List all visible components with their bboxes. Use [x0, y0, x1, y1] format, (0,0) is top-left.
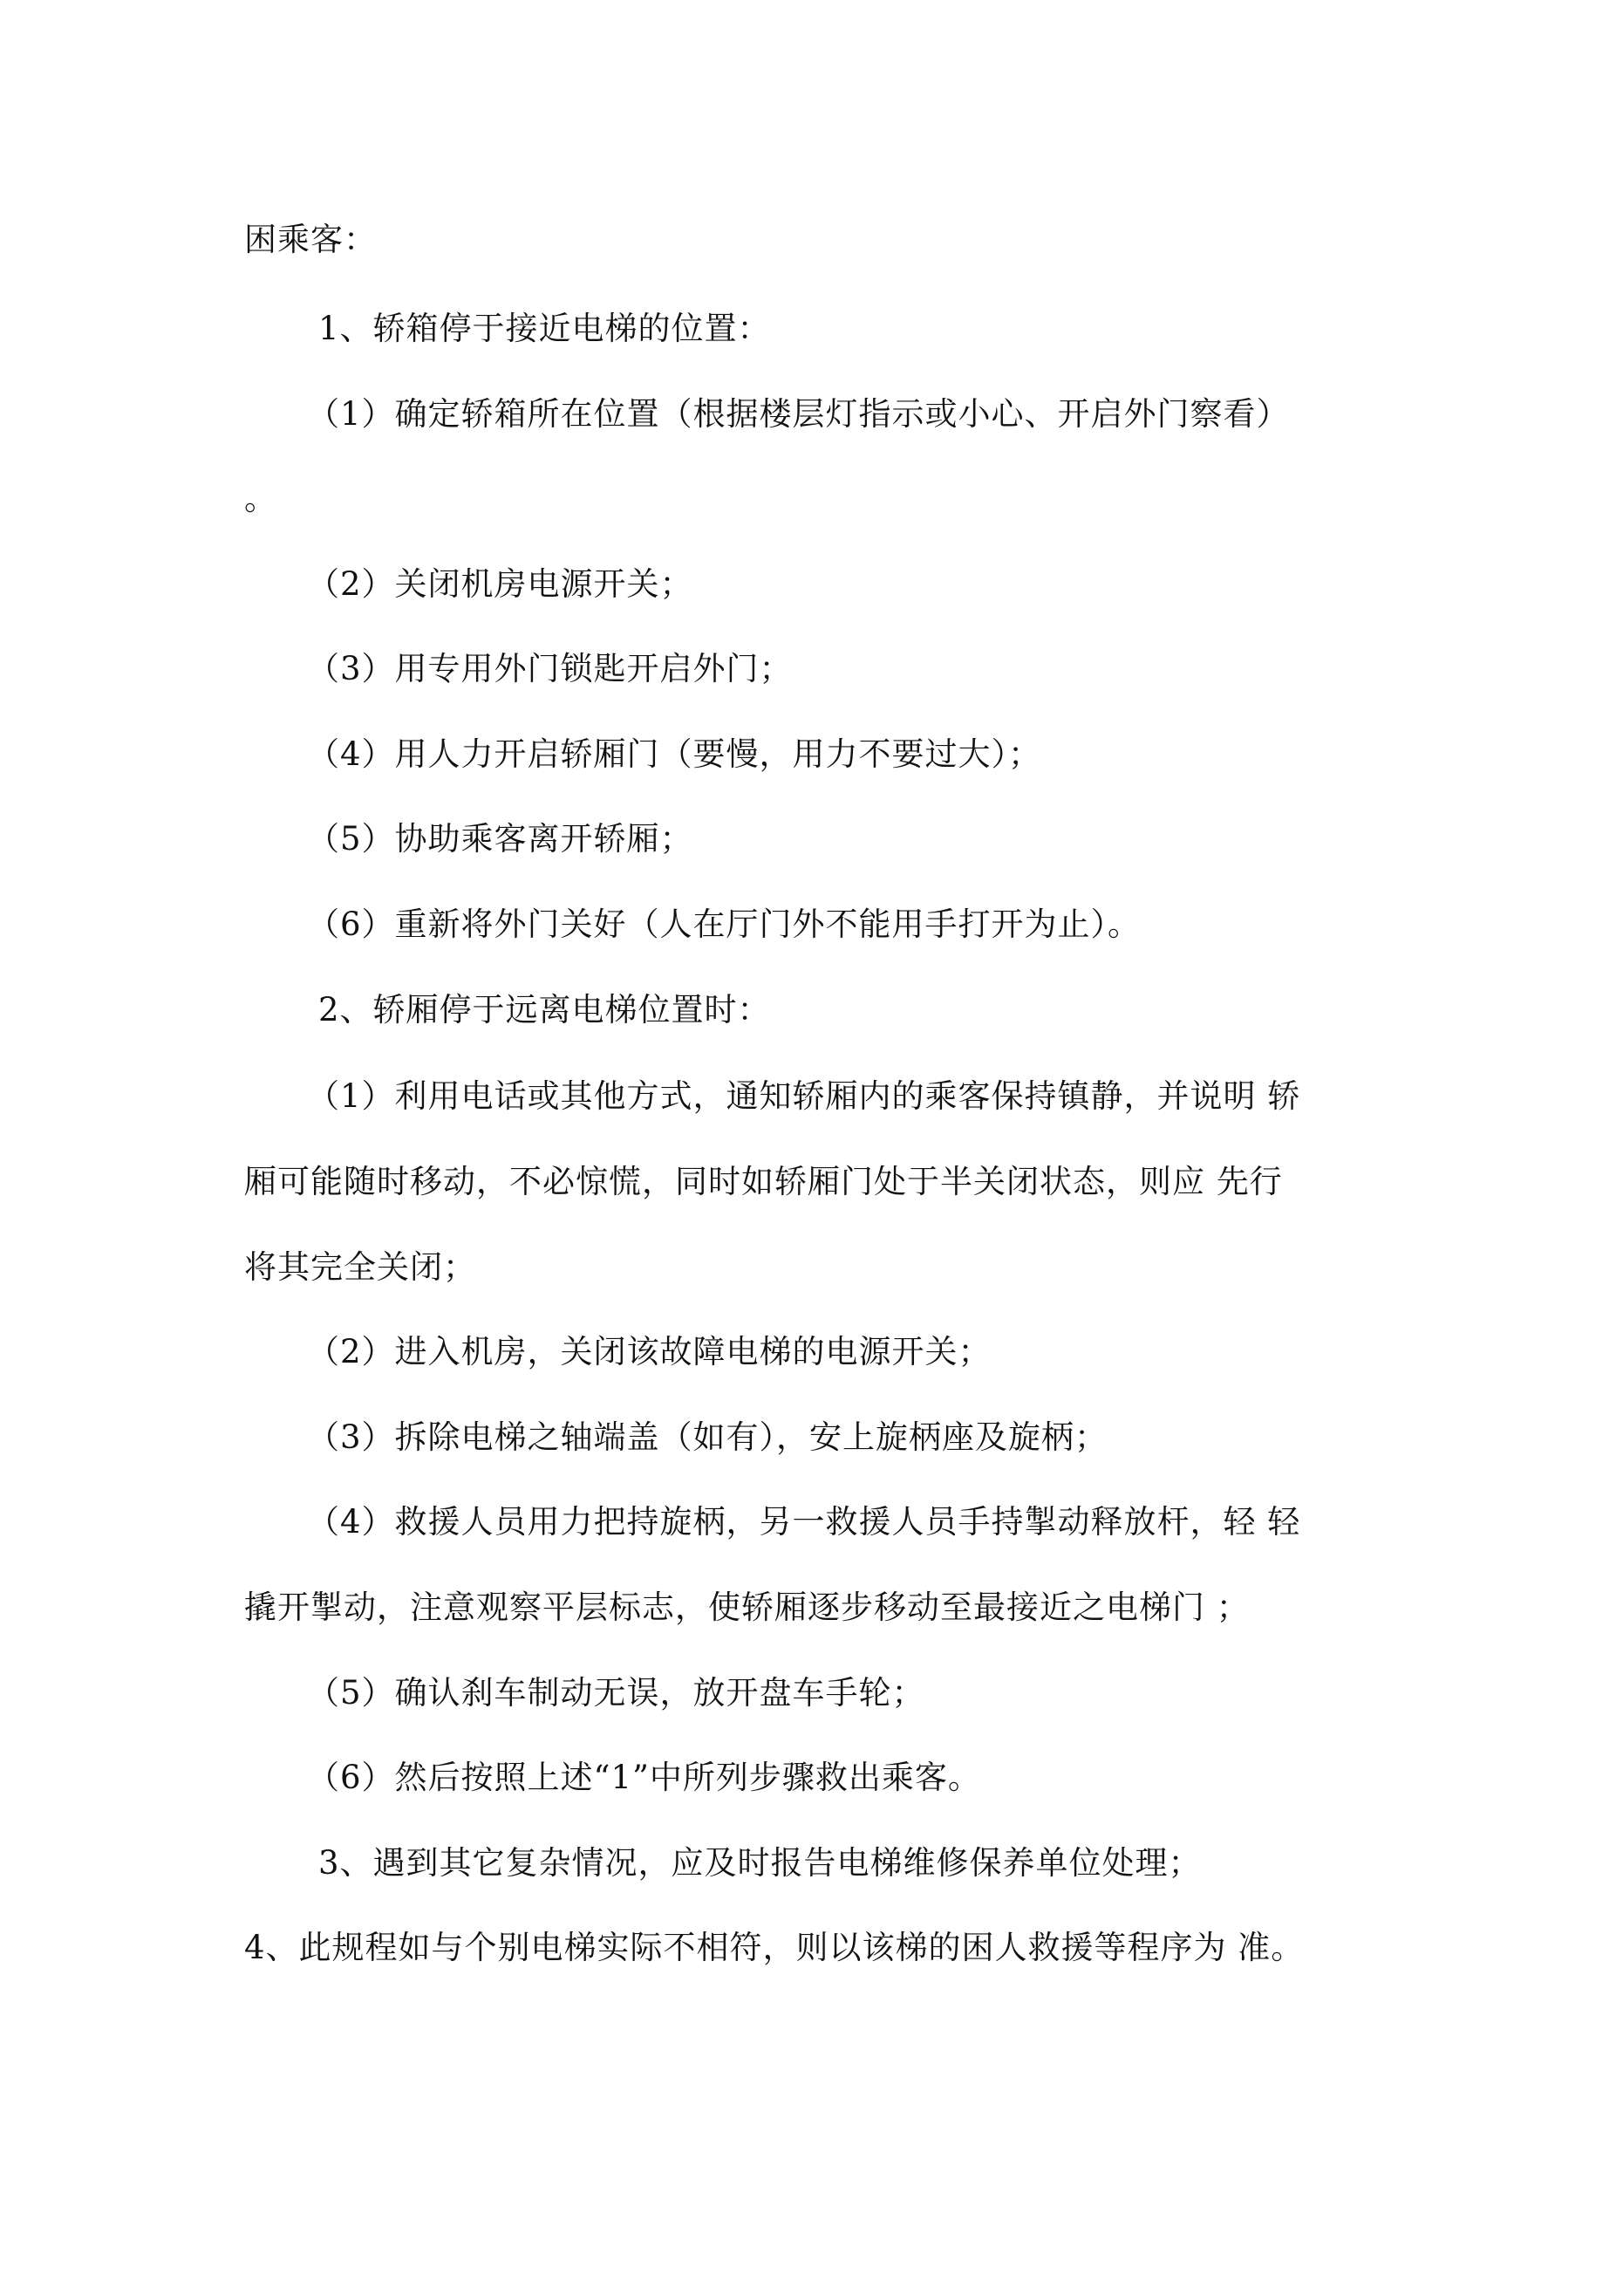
step-2-1: （1）利用电话或其他方式，通知轿厢内的乘客保持镇静，并说明 轿: [307, 1077, 1301, 1115]
step-2-4-cont: 撬开掣动，注意观察平层标志，使轿厢逐步移动至最接近之电梯门 ；: [244, 1589, 1250, 1626]
step-1-4: （4）用人力开启轿厢门（要慢，用力不要过大）；: [307, 735, 1042, 773]
step-2-2: （2）进入机房，关闭该故障电梯的电源开关；: [307, 1333, 992, 1370]
step-1-6: （6）重新将外门关好（人在厅门外不能用手打开为止）。: [307, 905, 1142, 943]
step-2-1-cont-2: 将其完全关闭；: [244, 1248, 476, 1286]
step-1-3: （3）用专用外门锁匙开启外门；: [307, 650, 793, 687]
step-1-1: （1）确定轿箱所在位置（根据楼层灯指示或小心、开启外门察看）: [307, 395, 1290, 433]
step-2-6: （6）然后按照上述“1”中所列步骤救出乘客。: [307, 1759, 981, 1796]
step-2-1-cont-1: 厢可能随时移动，不必惊慌，同时如轿厢门处于半关闭状态，则应 先行: [244, 1163, 1283, 1200]
section-heading-2: 2、轿厢停于远离电梯位置时：: [318, 991, 771, 1028]
step-1-2: （2）关闭机房电源开关；: [307, 565, 693, 603]
step-1-5: （5）协助乘客离开轿厢；: [307, 820, 693, 858]
text-line-continuation: 困乘客：: [244, 221, 377, 258]
step-2-5: （5）确认刹车制动无误，放开盘车手轮；: [307, 1674, 925, 1712]
step-1-1-end: 。: [244, 480, 277, 517]
step-2-3: （3）拆除电梯之轴端盖（如有），安上旋柄座及旋柄；: [307, 1418, 1108, 1456]
section-item-4: 4、此规程如与个别电梯实际不相符，则以该梯的困人救援等程序为 准。: [244, 1929, 1305, 1966]
step-2-4: （4）救援人员用力把持旋柄，另一救援人员手持掣动释放杆，轻 轻: [307, 1503, 1301, 1541]
section-item-3: 3、遇到其它复杂情况，应及时报告电梯维修保养单位处理；: [318, 1844, 1202, 1882]
section-heading-1: 1、轿箱停于接近电梯的位置：: [318, 310, 771, 347]
